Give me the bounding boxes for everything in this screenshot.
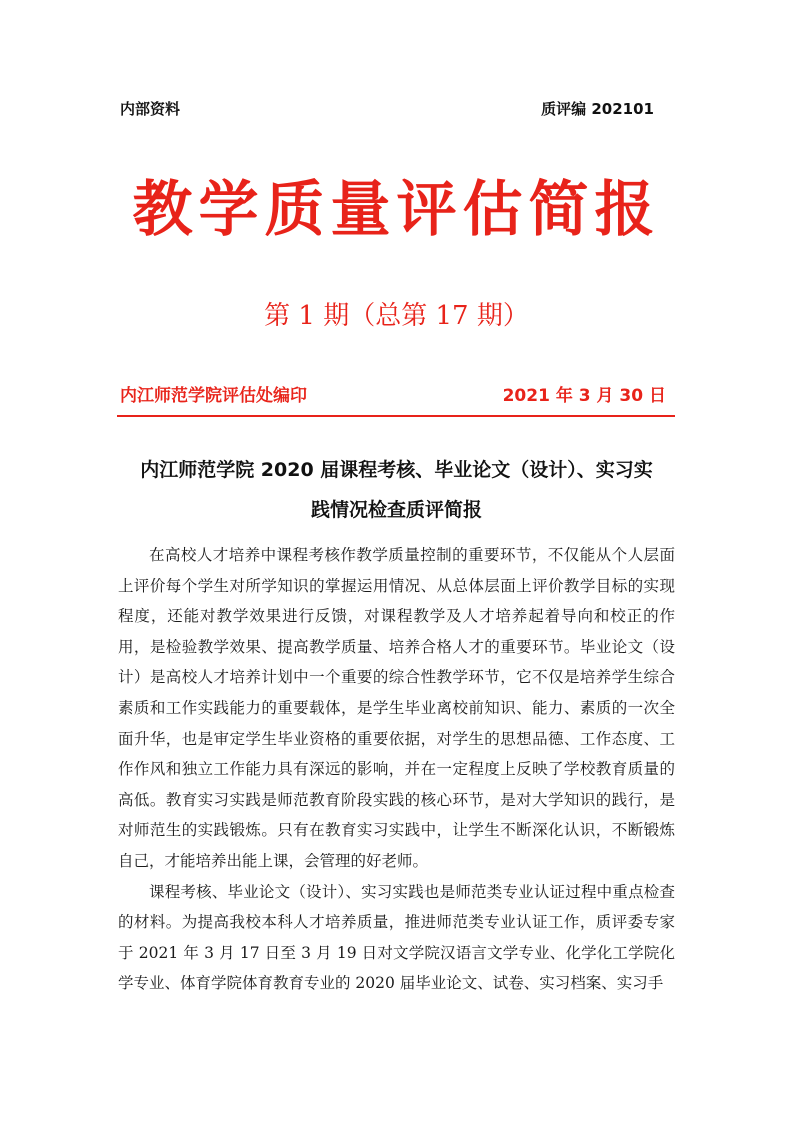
paragraph: 课程考核、毕业论文（设计）、实习实践也是师范类专业认证过程中重点检查的材料。为提高我校本科人才培养质量，推进师范类专业认证工作，质评委专家于 2021 年 3 月 17 日至 3 月 19 日对文学院汉语言文学专业、化学化工学院化学专业、体育学院体育教育专业的 2020 届毕业论文、试卷、实习档案、实习手 <box>118 882 675 993</box>
paragraph: 在高校人才培养中课程考核作教学质量控制的重要环节，不仅能从个人层面上评价每个学生对所学知识的掌握运用情况、从总体层面上评价教学目标的实现程度，还能对教学效果进行反馈，对课程教学及人才培养起着导向和校正的作用，是检验教学效果、提高教学质量、培养合格人才的重要环节。毕业论文（设计）是高校人才培养计划中一个重要的综合性教学环节，它不仅是培养学生综合素质和工作实践能力的重要载体，是学生毕业离校前知识、能力、素质的一次全面升华，也是审定学生毕业资格的重要依据，对学生的思想品德、工作态度、工作作风和独立工作能力具有深远的影响，并在一定程度上反映了学校教育质量的高低。教育实习实践是师范教育阶段实践的核心环节，是对大学知识的践行，是对师范生的实践锻炼。只有在教育实习实践中，让学生不断深化认识，不断锻炼自己，才能培养出能上课，会管理的好老师。 <box>118 546 675 870</box>
article-title-line-2: 践情况检查质评简报 <box>310 499 482 521</box>
red-divider <box>117 415 675 417</box>
editor-line <box>120 384 666 408</box>
publisher-label: 内江师范学院评估处编印 <box>120 386 307 406</box>
header-row <box>120 98 654 119</box>
masthead-title: 教学质量评估简报 <box>132 175 661 245</box>
article-body <box>118 540 675 999</box>
article-title <box>118 450 675 530</box>
issue-number: 第 1 期（总第 17 期） <box>264 301 529 331</box>
publication-date: 2021 年 3 月 30 日 <box>502 386 666 406</box>
article-title-line-1: 内江师范学院 2020 届课程考核、毕业论文（设计）、实习实 <box>140 459 653 481</box>
internal-material-label: 内部资料 <box>120 100 181 118</box>
document-number: 质评编 202101 <box>541 100 654 118</box>
